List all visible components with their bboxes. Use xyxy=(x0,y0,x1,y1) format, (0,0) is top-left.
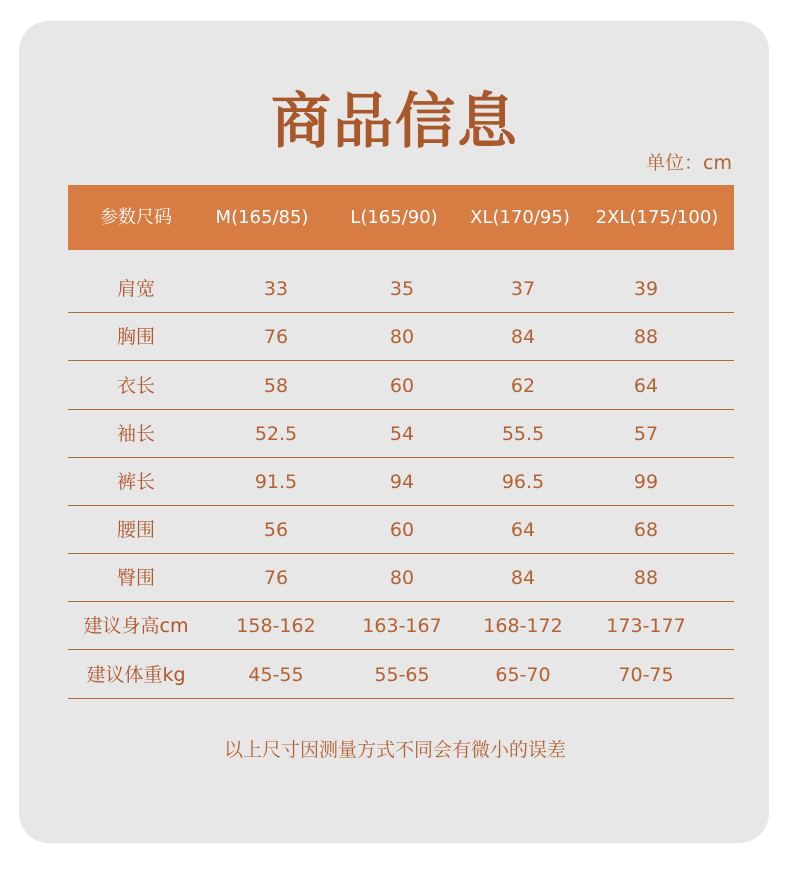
table-cell: 173-177 xyxy=(606,615,686,637)
row-label: 建议体重kg xyxy=(86,664,186,686)
row-label: 衣长 xyxy=(116,375,156,397)
page-title: 商品信息 xyxy=(271,87,519,157)
table-cell: 55.5 xyxy=(501,423,545,445)
header-cell-xl: XL(170/95) xyxy=(470,207,570,228)
header-cell-param: 参数尺码 xyxy=(100,207,172,228)
unit-label: 单位：cm xyxy=(646,152,732,174)
table-cell: 76 xyxy=(263,567,289,589)
table-cell: 60 xyxy=(389,519,415,541)
table-cell: 54 xyxy=(389,423,415,445)
table-row xyxy=(68,409,734,458)
table-cell: 64 xyxy=(510,519,536,541)
table-cell: 60 xyxy=(389,375,415,397)
header-cell-2xl: 2XL(175/100) xyxy=(595,207,719,228)
table-cell: 52.5 xyxy=(254,423,298,445)
table-cell: 88 xyxy=(633,326,659,348)
table-cell: 99 xyxy=(633,471,659,493)
table-cell: 91.5 xyxy=(254,471,298,493)
row-label: 臀围 xyxy=(116,567,156,589)
header-cell-m: M(165/85) xyxy=(215,207,309,228)
row-label: 裤长 xyxy=(116,471,156,493)
table-cell: 65-70 xyxy=(495,664,551,686)
table-row xyxy=(68,553,734,602)
table-cell: 80 xyxy=(389,326,415,348)
table-row xyxy=(68,312,734,361)
table-cell: 56 xyxy=(263,519,289,541)
table-cell: 158-162 xyxy=(236,615,316,637)
table-cell: 76 xyxy=(263,326,289,348)
table-cell: 68 xyxy=(633,519,659,541)
table-row xyxy=(68,650,734,699)
table-cell: 35 xyxy=(389,278,415,300)
row-label: 建议身高cm xyxy=(83,615,189,637)
table-cell: 84 xyxy=(510,326,536,348)
row-label: 腰围 xyxy=(116,519,156,541)
table-cell: 70-75 xyxy=(618,664,674,686)
table-cell: 57 xyxy=(633,423,659,445)
table-row xyxy=(68,264,734,313)
table-cell: 80 xyxy=(389,567,415,589)
table-cell: 37 xyxy=(510,278,536,300)
table-cell: 33 xyxy=(263,278,289,300)
table-cell: 163-167 xyxy=(362,615,442,637)
table-cell: 94 xyxy=(389,471,415,493)
table-cell: 58 xyxy=(263,375,289,397)
row-label: 肩宽 xyxy=(116,278,156,300)
table-cell: 45-55 xyxy=(248,664,304,686)
table-cell: 84 xyxy=(510,567,536,589)
table-cell: 55-65 xyxy=(374,664,430,686)
table-header xyxy=(68,185,734,250)
measurement-note: 以上尺寸因测量方式不同会有微小的误差 xyxy=(223,739,566,761)
table-cell: 88 xyxy=(633,567,659,589)
header-cell-l: L(165/90) xyxy=(350,207,438,228)
table-cell: 39 xyxy=(633,278,659,300)
row-label: 袖长 xyxy=(116,423,156,445)
table-row xyxy=(68,601,734,650)
table-row xyxy=(68,505,734,554)
table-cell: 168-172 xyxy=(483,615,563,637)
table-cell: 64 xyxy=(633,375,659,397)
table-cell: 96.5 xyxy=(501,471,545,493)
table-cell: 62 xyxy=(510,375,536,397)
row-label: 胸围 xyxy=(116,326,156,348)
table-row xyxy=(68,361,734,410)
table-row xyxy=(68,457,734,506)
